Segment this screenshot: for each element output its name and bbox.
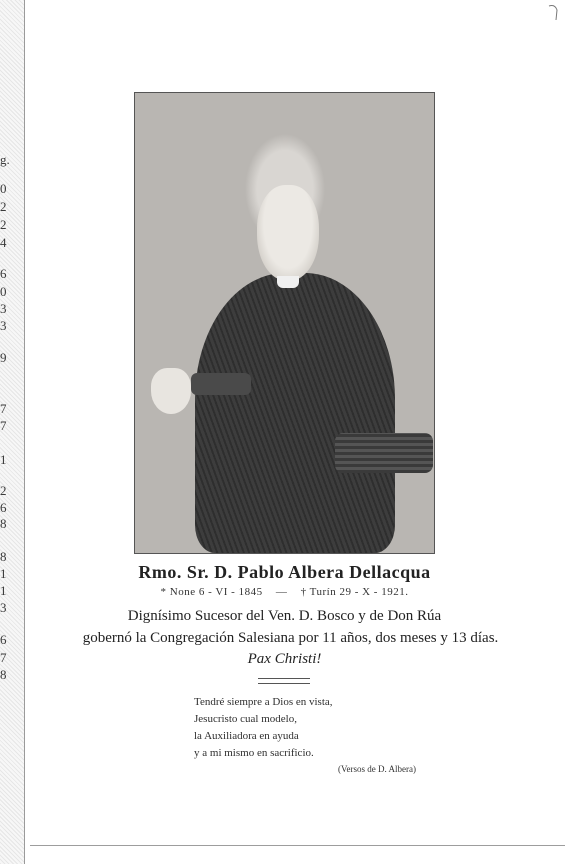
margin-digit: 6: [0, 632, 7, 647]
verse-credit: (Versos de D. Albera): [338, 764, 416, 774]
margin-digit: 8: [0, 549, 7, 564]
margin-digit: 0: [0, 284, 7, 299]
margin-digit: 8: [0, 667, 7, 682]
verse-line: Tendré siempre a Dios en vista,: [194, 696, 333, 708]
verse-line: la Auxiliadora en ayuda: [194, 730, 299, 742]
portrait-title: Rmo. Sr. D. Pablo Albera Dellacqua: [138, 562, 431, 582]
successor-line: Dignísimo Sucesor del Ven. D. Bosco y de Don Rúa: [127, 608, 442, 624]
margin-digit: 9: [0, 350, 7, 365]
verse-line: y a mi mismo en sacrificio.: [194, 747, 314, 759]
ornamental-divider: [258, 678, 310, 684]
margin-digit: 3: [0, 318, 7, 333]
margin-digit: 3: [0, 600, 7, 615]
margin-digit: 7: [0, 401, 7, 416]
portrait-photo: [134, 92, 435, 554]
margin-digit: 1: [0, 452, 7, 467]
margin-digit: 1: [0, 583, 7, 598]
margin-digit: 2: [0, 199, 7, 214]
margin-digit: 8: [0, 516, 7, 531]
binding-line: [24, 0, 25, 864]
page-corner-mark: [547, 4, 563, 22]
margin-digit: 2: [0, 217, 7, 232]
margin-digits: [0, 0, 14, 864]
pax-christi: Pax Christi!: [247, 651, 322, 667]
margin-digit: 7: [0, 418, 7, 433]
portrait-figure-body: [195, 273, 395, 553]
margin-digit: 2: [0, 483, 7, 498]
portrait-collar: [277, 276, 299, 288]
birth-date: * None 6 - VI - 1845: [160, 586, 263, 598]
portrait-hand: [151, 368, 191, 414]
margin-digit: 7: [0, 650, 7, 665]
margin-digit: 1: [0, 566, 7, 581]
margin-digit: 3: [0, 301, 7, 316]
date-separator: —: [275, 586, 288, 598]
margin-digit: 6: [0, 266, 7, 281]
verse-block: [194, 694, 333, 762]
verse-line: Jesucristo cual modelo,: [194, 713, 297, 725]
margin-digit: 4: [0, 235, 7, 250]
death-date: † Turín 29 - X - 1921.: [300, 586, 409, 598]
portrait-figure-head: [257, 185, 319, 281]
portrait-armrest: [191, 373, 251, 395]
margin-digit: 6: [0, 500, 7, 515]
margin-digit: 0: [0, 181, 7, 196]
life-dates: [0, 586, 569, 598]
governance-line: gobernó la Congregación Salesiana por 11 años, dos meses y 13 días.: [82, 630, 499, 646]
margin-digit: g.: [0, 152, 10, 167]
bottom-rule: [30, 845, 565, 846]
portrait-chair: [335, 433, 433, 473]
